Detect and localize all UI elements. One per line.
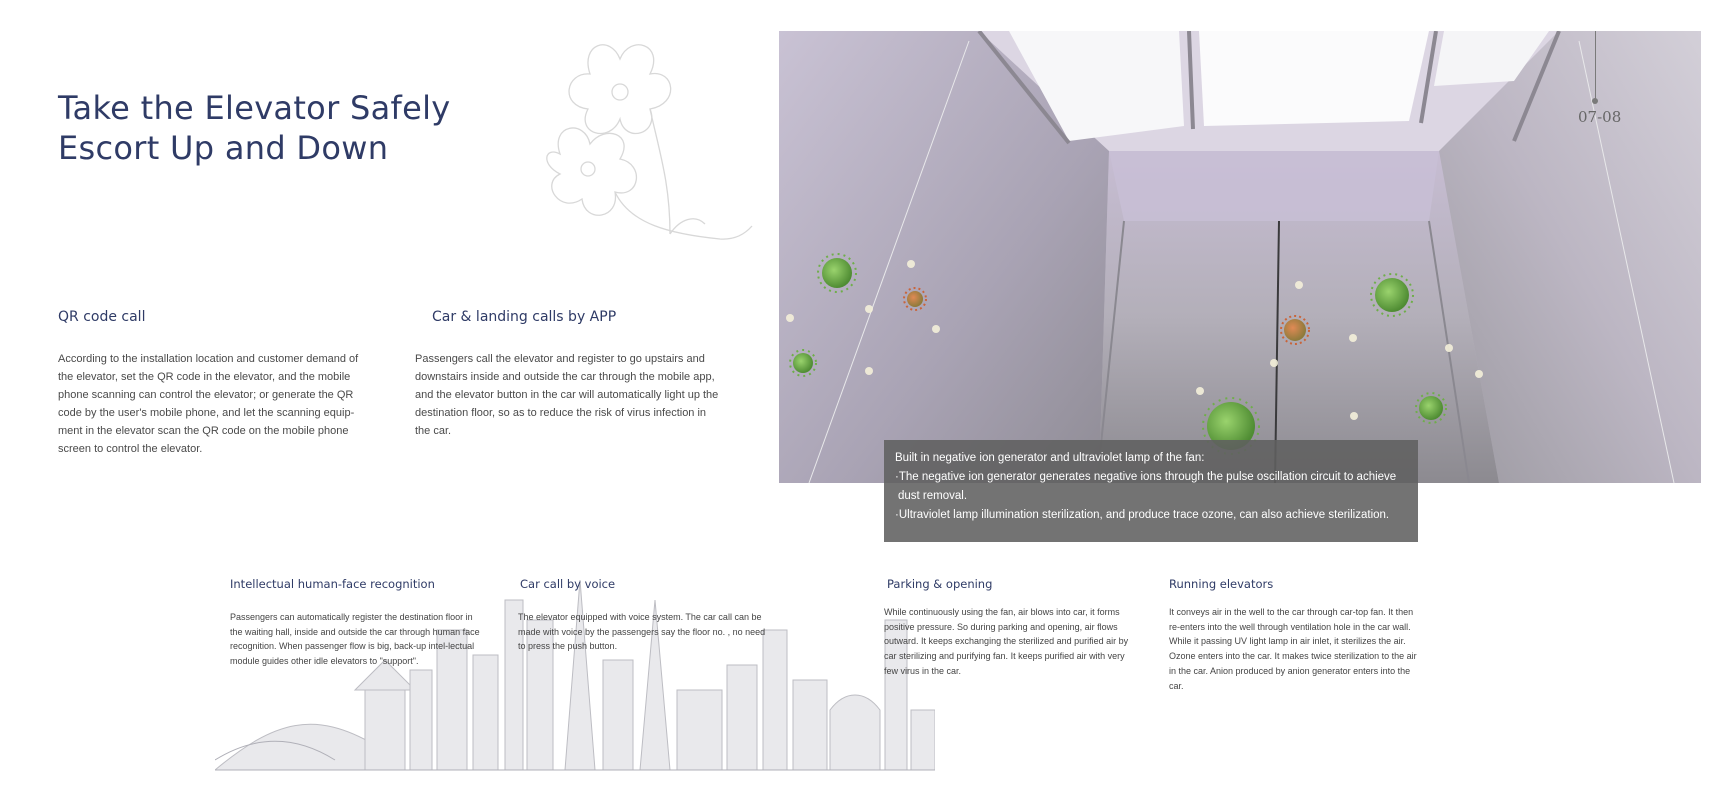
voice-heading: Car call by voice — [520, 577, 616, 591]
page-number-line — [1595, 31, 1596, 101]
title-line-2: Escort Up and Down — [58, 129, 389, 167]
feature-caption-box — [884, 440, 1418, 542]
app-body: Passengers call the elevator and register to go upstairs and downstairs inside and outside the car through the mobile app, and the elevator button in the car will automatically light up the destination floor, so as to reduce the risk of virus infection in the car. — [415, 353, 719, 437]
flower-sketch-icon — [520, 34, 760, 264]
title-line-1: Take the Elevator Safely — [58, 89, 451, 127]
qr-body: According to the installation location and customer demand of the elevator, set the QR code in the elevator, and the mobile phone scanning can control the elevator; or generate the QR code by the user's mobile phone, and let the scanning equip-ment in the elevator scan the QR code on the mobile phone screen to control the elevator. — [58, 353, 359, 455]
page-number-dot — [1592, 98, 1598, 104]
elevator-interior-image — [779, 31, 1701, 483]
voice-body: The elevator equipped with voice system. The car call can be made with voice by the passengers say the floor no. , no need to press the push button. — [518, 612, 766, 652]
app-heading: Car & landing calls by APP — [432, 309, 617, 325]
parking-heading: Parking & opening — [887, 577, 993, 591]
running-body: It conveys air in the well to the car through car-top fan. It then re-enters into the well through ventilation hole in the car wall. While it passing UV light lamp in air inlet, it sterilizes the air. Ozone enters into the car. It makes twice sterilization to the air in the car. Anion produced by anion generator enters into the car. — [1169, 607, 1417, 691]
caption-line-3: dust removal. — [898, 490, 968, 502]
parking-body: While continuously using the fan, air blows into car, it forms positive pressure. So during parking and opening, air flows outward. It keeps exchanging the sterilized and purified air by car sterilizing and purifying fan. It keeps purified air with very few virus in the car. — [884, 607, 1129, 676]
caption-line-4: ·Ultraviolet lamp illumination sterilization, and produce trace ozone, can also achieve sterilization. — [895, 509, 1390, 521]
caption-line-2: ·The negative ion generator generates negative ions through the pulse oscillation circuit to achieve — [895, 471, 1397, 483]
face-body: Passengers can automatically register the destination floor in the waiting hall, inside and outside the car through human face recognition. When passenger flow is big, back-up intel-lectual module guides other idle elevators to "support". — [230, 612, 480, 667]
caption-line-1: Built in negative ion generator and ultraviolet lamp of the fan: — [895, 452, 1205, 464]
page-title — [58, 88, 451, 168]
running-heading: Running elevators — [1169, 577, 1274, 591]
page-number: 07-08 — [1578, 108, 1622, 126]
face-heading: Intellectual human-face recognition — [230, 577, 435, 591]
qr-heading: QR code call — [58, 309, 146, 325]
